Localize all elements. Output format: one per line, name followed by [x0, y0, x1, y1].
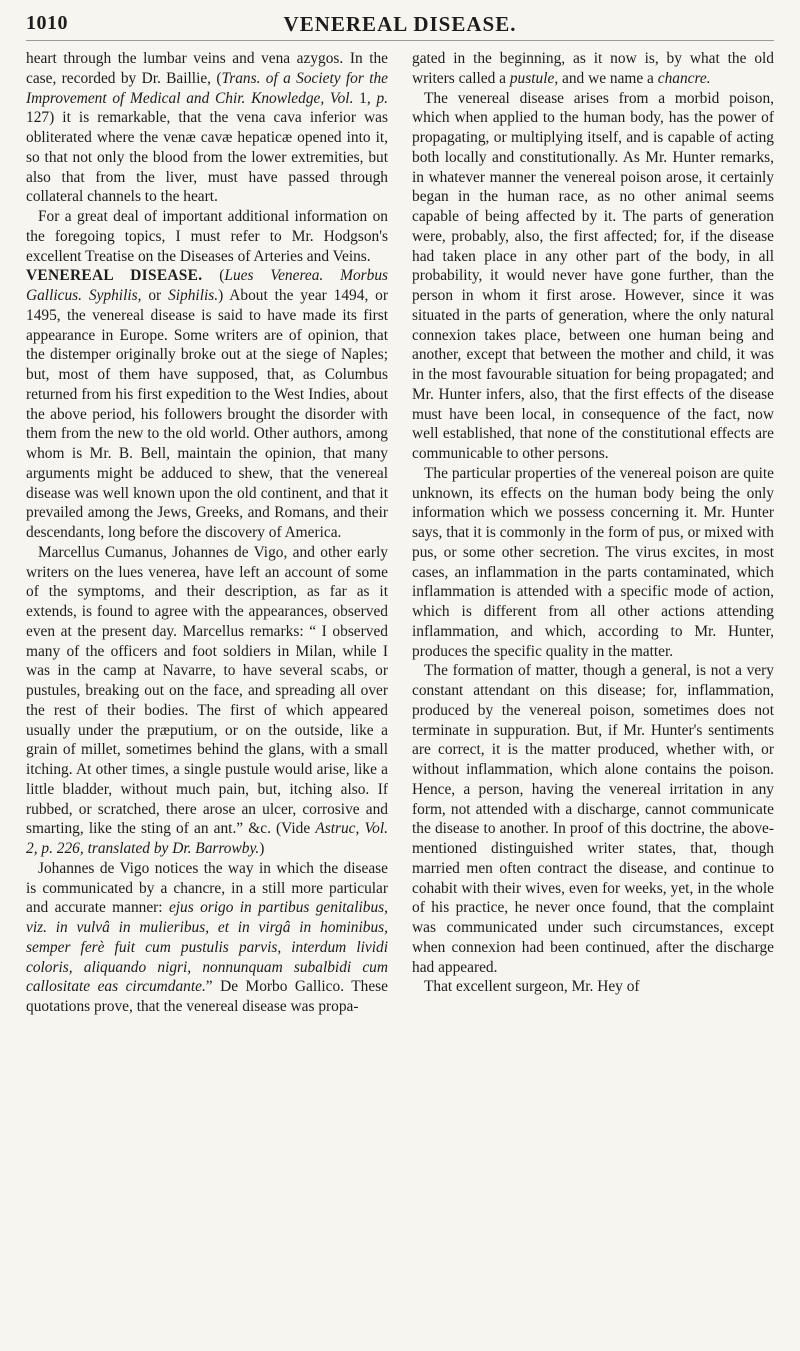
paragraph: The venereal disease arises from a morbid poison, which when applied to the human body, has the power of propagating, or multiplying itself, and is capable of acting both locally and constitutionally. As Mr. Hunter remarks, in whatever manner the venereal poison arose, it certainly began in the human race, as no other animal seems capable of being affected by it. The parts of generation were, probably, also, the first affected; for, if the disease had taken place in any other part of the body, in all probability, it would never have gone further, than the person in whom it first arose. However, since it was situated in the parts of generation, where the only natural connexion takes place, between one human being and another, except that between the mother and child, it was in the most favourable situation for being propagated; and Mr. Hunter infers, also, that the first effects of the disease must have been local, in consequence of the fact, now well established, that none of the constitutional effects are communicable to other persons. [412, 89, 774, 462]
right-column [412, 49, 774, 1017]
paragraph: gated in the beginning, as it now is, by what the old writers called a pustule, and we name a chancre. [412, 50, 774, 87]
paragraph: Johannes de Vigo notices the way in which the disease is communicated by a chancre, in a still more particular and accurate manner: ejus origo in partibus genitalibus, viz. in vulvâ in mulieribus, et in virgâ in hominibus, semper ferè fuit cum pustulis parvis, interdum lividi coloris, aliquando nigri, nonnunquam subalbidi cum callositate eas circumdante.” De Morbo Gallico. These quotations prove, that the venereal disease was propa- [26, 859, 388, 1015]
page-header [26, 12, 774, 41]
page-number: 1010 [26, 12, 68, 34]
left-column [26, 49, 388, 1017]
paragraph: For a great deal of important additional information on the foregoing topics, I must refer to Mr. Hodgson's excellent Treatise on the Diseases of Arteries and Veins. [26, 208, 388, 265]
paragraph: Marcellus Cumanus, Johannes de Vigo, and other early writers on the lues venerea, have left an account of some of the symptoms, and their description, as far as it extends, is found to agree with the appearances, observed even at the present day. Marcellus remarks: “ I observed many of the officers and foot soldiers in Milan, while I was in the camp at Navarre, to have several scabs, or pustules, breaking out on the face, and spreading all over the rest of their bodies. The first of which appeared usually under the præputium, or on the outside, like a grain of millet, sometimes behind the glans, with a small itching. At other times, a single pustule would arise, like a little bladder, without much pain, but, itching also. If rubbed, or scratched, there arose an ulcer, corrosive and smarting, like the sting of an ant.” &c. (Vide Astruc, Vol. 2, p. 226, translated by Dr. Barrowby.) [26, 543, 388, 857]
paragraph: That excellent surgeon, Mr. Hey of [424, 978, 640, 996]
entry-headword: VENEREAL DISEASE. [26, 267, 203, 285]
paragraph: The formation of matter, though a general, is not a very constant attendant on this disease; for, inflammation, produced by the venereal poison, sometimes does not terminate in suppuration. But, if Mr. Hunter's sentiments are correct, it is the matter produced, whether with, or without inflammation, which alone contains the poison. Hence, a person, having the venereal irritation in any form, not attended with a discharge, cannot communicate the disease to another. In proof of this doctrine, the above-mentioned distinguished writer states, that, though married men often contract the disease, and continue to cohabit with their wives, even for weeks, yet, in the whole of his practice, he never once found, that the complaint was communicated under such circumstances, except when connexion had been continued, after the discharge had appeared. [412, 662, 774, 976]
paragraph: The particular properties of the venereal poison are quite unknown, its effects on the human body being the only information which we possess concerning it. Mr. Hunter says, that it is commonly in the form of pus, or mixed with pus, or some other secretion. The virus excites, in most cases, an inflammation in the parts contaminated, which inflammation is attended with a specific mode of action, which is different from all other actions attending inflammation, and which, according to Mr. Hunter, produces the specific quality in the matter. [412, 464, 774, 660]
text-columns [26, 49, 774, 1017]
running-head: VENEREAL DISEASE. [283, 12, 517, 36]
dictionary-entry: VENEREAL DISEASE. (Lues Venerea. Morbus Gallicus. Syphilis, or Siphilis.) About the year 1494, or 1495, the venereal disease is said to have made its first appearance in Europe. Some writers are of opinion, that the distemper originally broke out at the siege of Naples; but, most of them have supposed, that, as Columbus returned from his first expedition to the West Indies, about the above period, his followers brought the disorder with them from the new to the old world. Other authors, among whom is Mr. B. Bell, maintain the opinion, that many arguments might be adduced to shew, that the venereal disease was well known upon the old continent, and that it prevailed among the Jews, Greeks, and Romans, and their descendants, long before the discovery of America. [26, 267, 389, 541]
paragraph: heart through the lumbar veins and vena azygos. In the case, recorded by Dr. Baillie, (Trans. of a Society for the Improvement of Medical and Chir. Knowledge, Vol. 1, p. 127) it is remarkable, that the vena cava inferior was obliterated where the venæ cavæ hepaticæ opened into it, so that not only the blood from the lower extremities, but also that from the liver, must have passed through collateral channels to the heart. [26, 50, 388, 206]
